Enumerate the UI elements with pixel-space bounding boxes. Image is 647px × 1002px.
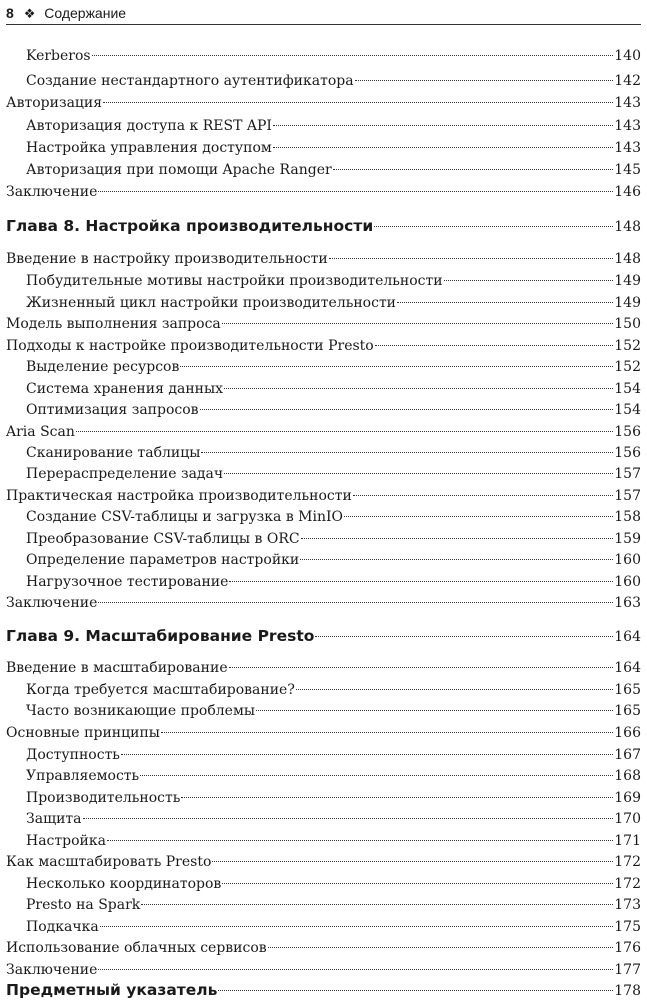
toc-chapter-entry[interactable] [6, 980, 641, 1002]
dot-leader [315, 636, 613, 637]
dot-leader [333, 169, 614, 170]
toc-entry[interactable] [6, 593, 641, 615]
dot-leader [397, 302, 613, 303]
toc-entry-title: Kerberos [26, 48, 91, 64]
toc-entry-title: Подходы к настройке производительности Presto [6, 338, 374, 354]
toc-entry-page: 156 [614, 445, 641, 461]
toc-entry[interactable] [6, 486, 641, 508]
toc-entry[interactable] [6, 160, 641, 182]
toc-entry[interactable] [6, 766, 641, 788]
dot-leader [107, 840, 613, 841]
toc-entry-page: 146 [614, 184, 641, 200]
toc-entry[interactable] [6, 357, 641, 379]
toc-entry-page: 163 [614, 595, 641, 611]
toc-entry-page: 154 [614, 402, 641, 418]
dot-leader [444, 280, 614, 281]
toc-entry-title: Авторизация доступа к REST API [26, 118, 272, 134]
toc-entry-page: 175 [614, 919, 641, 935]
dot-leader [222, 323, 614, 324]
dot-leader [256, 710, 613, 711]
dot-leader [344, 516, 613, 517]
toc-entry-title: Часто возникающие проблемы [26, 703, 255, 719]
toc-entry-title: Создание нестандартного аутентификатора [26, 73, 354, 89]
toc-entry[interactable] [6, 895, 641, 917]
toc-entry-page: 148 [614, 219, 641, 235]
toc-entry-title: Настройка управления доступом [26, 140, 272, 156]
toc-entry-page: 169 [614, 790, 641, 806]
dot-leader [329, 258, 614, 259]
toc-entry-page: 178 [614, 983, 641, 999]
toc-entry[interactable] [6, 831, 641, 853]
toc-entry[interactable] [6, 400, 641, 422]
toc-entry-page: 145 [614, 162, 641, 178]
toc-entry-page: 152 [614, 338, 641, 354]
dot-leader [374, 226, 613, 227]
toc-entry-page: 172 [614, 854, 641, 870]
toc-entry[interactable] [6, 572, 641, 594]
toc-entry-title: Использование облачных сервисов [6, 940, 267, 956]
dot-leader [161, 732, 613, 733]
toc-entry[interactable] [6, 658, 641, 680]
toc-entry-title: Практическая настройка производительности [6, 488, 352, 504]
toc-entry-title: Нагрузочное тестирование [26, 574, 229, 590]
toc-entry[interactable] [6, 249, 641, 271]
running-header [6, 4, 639, 22]
toc-entry[interactable] [6, 874, 641, 896]
header-page-number: 8 [6, 5, 14, 21]
dot-leader [224, 473, 613, 474]
toc-entry-title: Несколько координаторов [26, 876, 222, 892]
dot-leader [222, 883, 613, 884]
toc-entry-title: Оптимизация запросов [26, 402, 199, 418]
dot-leader [141, 904, 613, 905]
toc-entry-page: 143 [614, 140, 641, 156]
toc-entry-page: 143 [614, 118, 641, 134]
toc-entry[interactable] [6, 529, 641, 551]
toc-entry-title: Доступность [26, 747, 120, 763]
toc-entry-page: 149 [614, 295, 641, 311]
toc-entry[interactable] [6, 852, 641, 874]
toc-entry-title: Введение в масштабирование [6, 660, 228, 676]
toc-entry[interactable] [6, 314, 641, 336]
dot-leader [98, 602, 613, 603]
toc-entry-page: 173 [614, 897, 641, 913]
toc-entry[interactable] [6, 809, 641, 831]
dot-leader [201, 452, 613, 453]
toc-entry-title: Как масштабировать Presto [6, 854, 212, 870]
toc-entry-page: 150 [614, 316, 641, 332]
dot-leader [273, 147, 613, 148]
toc-entry-page: 142 [614, 73, 641, 89]
toc-entry-title: Выделение ресурсов [26, 359, 180, 375]
dot-leader [98, 969, 613, 970]
dot-leader [296, 689, 613, 690]
toc-entry-title: Побудительные мотивы настройки производительности [26, 273, 443, 289]
toc-entry-title: Глава 9. Масштабирование Presto [6, 627, 315, 645]
toc-entry-title: Система хранения данных [26, 381, 224, 397]
toc-entry-page: 168 [614, 768, 641, 784]
dot-leader [218, 990, 613, 991]
toc-entry-page: 165 [614, 682, 641, 698]
toc-entry-title: Определение параметров настройки [26, 552, 300, 568]
dot-leader [76, 431, 613, 432]
toc-entry[interactable] [6, 71, 641, 93]
toc-entry[interactable] [6, 788, 641, 810]
toc-entry-page: 160 [614, 574, 641, 590]
toc-entry-page: 167 [614, 747, 641, 763]
toc-entry-page: 152 [614, 359, 641, 375]
toc-entry[interactable] [6, 138, 641, 160]
dot-leader [229, 581, 613, 582]
toc-entry[interactable] [6, 680, 641, 702]
toc-entry[interactable] [6, 422, 641, 444]
toc-entry-title: Подкачка [26, 919, 99, 935]
toc-entry[interactable] [6, 336, 641, 358]
dot-leader [212, 861, 613, 862]
toc-entry-page: 172 [614, 876, 641, 892]
toc-entry-title: Создание CSV-таблицы и загрузка в MinIO [26, 509, 343, 525]
toc-entry-title: Заключение [6, 962, 98, 978]
dot-leader [121, 754, 613, 755]
toc-entry-page: 157 [614, 466, 641, 482]
dot-leader [92, 55, 614, 56]
dot-leader [229, 667, 614, 668]
header-rule [6, 24, 641, 25]
toc-entry-page: 176 [614, 940, 641, 956]
toc-entry-title: Заключение [6, 595, 98, 611]
toc-entry[interactable] [6, 293, 641, 315]
toc-entry-page: 140 [614, 48, 641, 64]
toc-chapter-entry[interactable] [6, 626, 641, 648]
dot-leader [273, 125, 613, 126]
toc-entry[interactable] [6, 116, 641, 138]
header-title: Содержание [44, 5, 127, 21]
toc-entry-page: 164 [614, 629, 641, 645]
dot-leader [224, 388, 613, 389]
diamond-ornament-icon: ❖ [23, 6, 36, 21]
dot-leader [300, 559, 613, 560]
toc-entry-title: Перераспределение задач [26, 466, 224, 482]
toc-chapter-entry[interactable] [6, 216, 641, 238]
toc-entry[interactable] [6, 938, 641, 960]
toc-entry[interactable] [6, 550, 641, 572]
dot-leader [268, 947, 614, 948]
toc-entry-page: 160 [614, 552, 641, 568]
toc-entry[interactable] [6, 182, 641, 204]
toc-entry[interactable] [6, 723, 641, 745]
toc-entry[interactable] [6, 507, 641, 529]
toc-entry[interactable] [6, 960, 641, 982]
dot-leader [375, 345, 614, 346]
dot-leader [200, 409, 614, 410]
toc-entry-page: 177 [614, 962, 641, 978]
dot-leader [83, 818, 614, 819]
toc-entry-page: 149 [614, 273, 641, 289]
toc-entry-title: Модель выполнения запроса [6, 316, 221, 332]
dot-leader [301, 538, 614, 539]
toc-entry-title: Введение в настройку производительности [6, 251, 328, 267]
toc-entry-title: Производительность [26, 790, 181, 806]
toc-entry-title: Когда требуется масштабирование? [26, 682, 295, 698]
toc-entry-title: Заключение [6, 184, 98, 200]
toc-entry-page: 143 [614, 95, 641, 111]
toc-entry-page: 154 [614, 381, 641, 397]
toc-entry-page: 156 [614, 424, 641, 440]
toc-entry-title: Жизненный цикл настройки производительности [26, 295, 397, 311]
toc-entry-title: Защита [26, 811, 82, 827]
toc-entry-title: Настройка [26, 833, 106, 849]
dot-leader [180, 366, 613, 367]
toc-entry-page: 159 [614, 531, 641, 547]
toc-entry-title: Основные принципы [6, 725, 160, 741]
toc-entry-title: Presto на Spark [26, 897, 141, 913]
dot-leader [98, 191, 613, 192]
toc-entry-page: 166 [614, 725, 641, 741]
toc-entry-title: Авторизация при помощи Apache Ranger [26, 162, 332, 178]
toc-entry[interactable] [6, 93, 641, 115]
toc-entry[interactable] [6, 701, 641, 723]
toc-entry-page: 158 [614, 509, 641, 525]
toc-entry[interactable] [6, 464, 641, 486]
dot-leader [103, 102, 613, 103]
toc-entry[interactable] [6, 271, 641, 293]
toc-entry[interactable] [6, 46, 641, 68]
dot-leader [353, 495, 613, 496]
toc-entry-title: Aria Scan [6, 424, 75, 440]
dot-leader [100, 926, 614, 927]
toc-entry[interactable] [6, 745, 641, 767]
toc-entry-page: 157 [614, 488, 641, 504]
toc-entry[interactable] [6, 379, 641, 401]
toc-entry[interactable] [6, 917, 641, 939]
toc-entry-page: 170 [614, 811, 641, 827]
toc-entry-page: 171 [614, 833, 641, 849]
toc-entry-title: Авторизация [6, 95, 103, 111]
toc-entry-title: Преобразование CSV-таблицы в ORC [26, 531, 300, 547]
toc-entry-title: Предметный указатель [6, 981, 218, 999]
toc-entry-page: 148 [614, 251, 641, 267]
toc-entry-title: Сканирование таблицы [26, 445, 201, 461]
toc-entry-title: Глава 8. Настройка производительности [6, 217, 374, 235]
toc-entry[interactable] [6, 443, 641, 465]
dot-leader [181, 797, 613, 798]
dot-leader [140, 775, 613, 776]
toc-entry-page: 164 [614, 660, 641, 676]
toc-entry-page: 165 [614, 703, 641, 719]
dot-leader [355, 80, 614, 81]
toc-entry-title: Управляемость [26, 768, 140, 784]
